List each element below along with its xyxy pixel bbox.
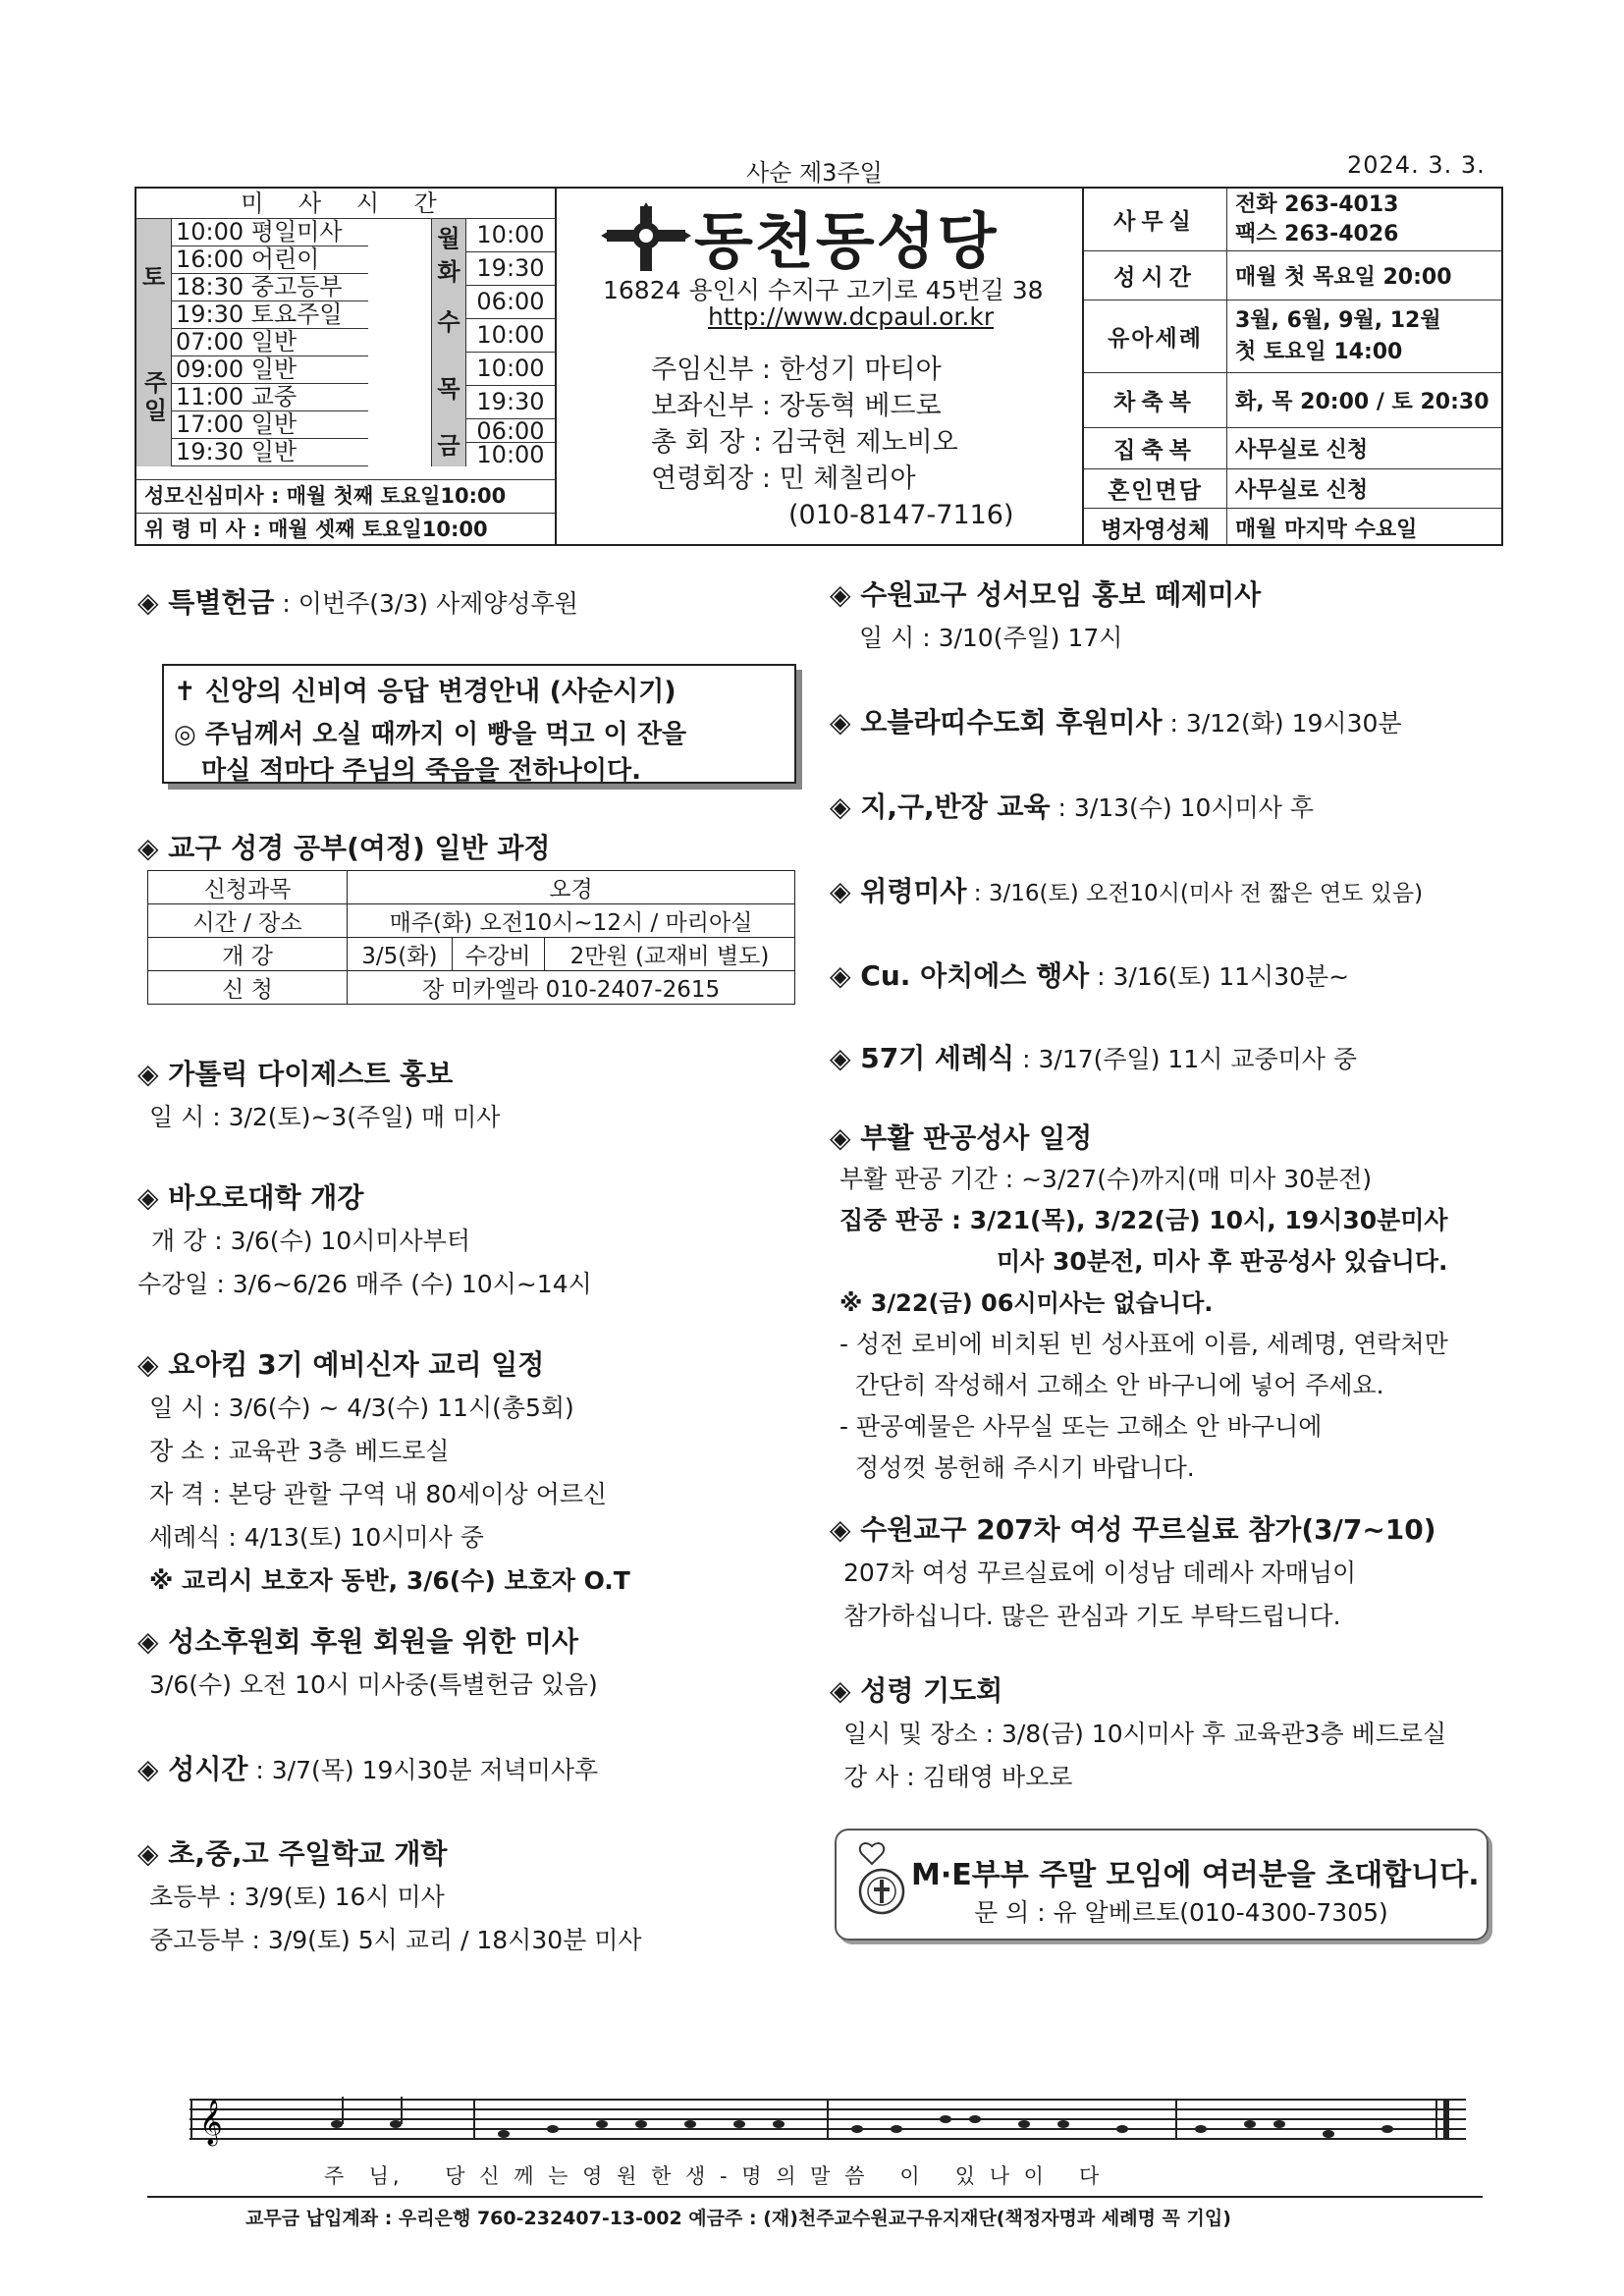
- section-detail: : 3/7(목) 19시30분 저녁미사후: [247, 1756, 599, 1784]
- office-row: [1084, 301, 1501, 373]
- bible-study-title: ◈ 교구 성경 공부(여정) 일반 과정: [137, 832, 551, 864]
- sick-communion-value: 매월 마지막 수요일: [1235, 517, 1418, 542]
- section-title: ◈ 성령 기도회: [830, 1674, 1003, 1707]
- cursillo-section: [830, 1508, 1436, 1638]
- weekday-label: 월: [431, 219, 466, 252]
- weekend-mass: 10:00 평일미사: [172, 219, 368, 246]
- section-line: 집중 판공 : 3/21(목), 3/22(금) 10시, 19시30분미사: [839, 1206, 1448, 1234]
- header-box: [135, 187, 1503, 546]
- weekend-mass: 19:30 일반: [172, 439, 368, 466]
- section-title: ◈ 요아킴 3기 예비신자 교리 일정: [137, 1348, 545, 1381]
- section-title: ◈ 수원교구 성서모임 홍보 떼제미사: [830, 578, 1262, 611]
- weekday-label: 목: [431, 353, 466, 419]
- paul-university-section: [137, 1176, 592, 1306]
- section-line: 자 격 : 본당 관할 구역 내 80세이상 어르신: [149, 1480, 608, 1508]
- section-line: 일시 및 장소 : 3/8(금) 10시미사 후 교육관3층 베드로실: [843, 1720, 1447, 1748]
- marian-mass-note: 성모신심미사 : 매월 첫째 토요일10:00: [136, 479, 555, 513]
- table-cell: 3/5(화): [348, 938, 453, 971]
- section-detail: : 3/12(화) 19시30분: [1162, 709, 1402, 738]
- section-title: ◈ 성소후원회 후원 회원을 위한 미사: [137, 1625, 578, 1658]
- weekend-mass: 11:00 교중: [172, 384, 368, 411]
- weekend-mass: 19:30 토요주일: [172, 301, 368, 329]
- office-value: [1235, 189, 1398, 250]
- table-cell: 수강비: [452, 938, 544, 971]
- table-cell: 신 청: [148, 971, 348, 1005]
- office-value: [1235, 251, 1452, 300]
- section-note: ※ 교리시 보호자 동반, 3/6(수) 보호자 O.T: [149, 1566, 630, 1595]
- catechumen-section: [137, 1343, 630, 1603]
- table-cell: 2만원 (교재비 별도): [544, 938, 794, 971]
- me-logo-icon: [854, 1840, 909, 1921]
- staff-council-president: 총 회 장 : 김국현 제노비오: [651, 427, 958, 458]
- section-title: ◈ Cu. 아치에스 행사: [830, 959, 1090, 992]
- svg-text:𝄞: 𝄞: [199, 2100, 223, 2145]
- weekday-label: 화: [431, 252, 466, 286]
- house-blessing-value: 사무실로 신청: [1235, 438, 1369, 463]
- section-title: ◈ 오블라띠수도회 후원미사: [830, 706, 1163, 738]
- baptism-section: [830, 1037, 1357, 1076]
- section-detail: : 3/16(토) 11시30분~: [1089, 962, 1350, 991]
- office-row: [1084, 469, 1501, 509]
- section-title: ◈ 57기 세례식: [830, 1042, 1015, 1074]
- office-row: [1084, 509, 1501, 546]
- liturgy-label: 사순 제3주일: [746, 159, 883, 187]
- bible-study-table: [147, 870, 795, 1005]
- office-row: [1084, 251, 1501, 301]
- section-title: ◈ 성시간: [137, 1753, 248, 1785]
- table-cell: 매주(화) 오전10시~12시 / 마리아실: [348, 904, 795, 938]
- weekend-mass: 16:00 어린이: [172, 246, 368, 274]
- special-offering: [137, 581, 578, 621]
- me-invitation-title: M·E부부 주말 모임에 여러분을 초대합니다.: [911, 1858, 1480, 1892]
- vocation-section: [137, 1620, 598, 1707]
- weekday-time: 10:00: [466, 353, 555, 386]
- section-title: ◈ 위령미사: [830, 875, 967, 907]
- office-label: 유아세례: [1084, 301, 1227, 372]
- prayer-meeting-section: [830, 1669, 1446, 1799]
- taize-section: [830, 574, 1261, 660]
- section-line: 참가하십니다. 많은 관심과 기도 부탁드립니다.: [843, 1602, 1341, 1630]
- section-title: ◈ 초,중,고 주일학교 개학: [137, 1837, 448, 1870]
- section-line: 부활 판공 기간 : ~3/27(수)까지(매 미사 30분전): [839, 1165, 1373, 1193]
- office-label: 병자영성체: [1084, 509, 1227, 546]
- weekend-mass: 07:00 일반: [172, 329, 368, 356]
- office-label: 사무실: [1084, 189, 1227, 250]
- section-detail: : 이번주(3/3) 사제양성후원: [274, 589, 578, 618]
- requiem-mass-note: 위 령 미 사 : 매월 셋째 토요일10:00: [136, 513, 555, 546]
- table-cell: 개 강: [148, 938, 348, 971]
- office-label: 차축복: [1084, 373, 1227, 427]
- district-leader-section: [830, 786, 1314, 825]
- section-title: ◈ 지,구,반장 교육: [830, 791, 1051, 823]
- office-label: 집축복: [1084, 428, 1227, 468]
- notice-line: 마실 적마다 주님의 죽음을 전하나이다.: [201, 756, 641, 786]
- requiem-section: [830, 870, 1423, 909]
- section-title: ◈ 특별헌금: [137, 586, 275, 619]
- weekend-mass: 09:00 일반: [172, 356, 368, 384]
- weekday-time: 19:30: [466, 386, 555, 419]
- church-logo-icon: [601, 202, 691, 279]
- table-cell: 장 미카엘라 010-2407-2615: [348, 971, 795, 1005]
- section-line: 수강일 : 3/6~6/26 매주 (수) 10시~14시: [137, 1270, 592, 1298]
- section-detail: : 3/17(주일) 11시 교중미사 중: [1014, 1045, 1358, 1073]
- office-value: [1235, 509, 1417, 546]
- sunday-school-section: [137, 1832, 642, 1962]
- office-value: [1235, 373, 1489, 427]
- mass-schedule-title: 미 사 시 간: [136, 189, 555, 219]
- holy-hour-section: [137, 1748, 598, 1787]
- section-line: 일 시 : 3/10(주일) 17시: [859, 624, 1123, 652]
- me-invitation-box: [835, 1829, 1489, 1941]
- section-line: - 성전 로비에 비치된 빈 성사표에 이름, 세례명, 연락처만: [839, 1330, 1448, 1358]
- section-line: ※ 3/22(금) 06시미사는 없습니다.: [839, 1289, 1214, 1317]
- office-value: [1235, 469, 1368, 508]
- office-value: [1235, 301, 1441, 372]
- office-phone: 전화 263-4013: [1235, 191, 1399, 217]
- digest-section: [137, 1053, 500, 1133]
- section-line: 간단히 작성해서 고해소 안 바구니에 넣어 주세요.: [855, 1371, 1384, 1399]
- bulletin-date: 2024. 3. 3.: [1347, 151, 1486, 179]
- holy-hour-value: 매월 첫 목요일 20:00: [1235, 265, 1452, 290]
- infant-baptism-months: 3월, 6월, 9월, 12월: [1235, 307, 1441, 333]
- office-row: [1084, 373, 1501, 428]
- weekday-time: 06:00: [466, 286, 555, 319]
- car-blessing-value: 화, 목 20:00 / 토 20:30: [1235, 390, 1489, 414]
- donation-account-note: 교무금 납입계좌 : 우리은행 760-232407-13-002 예금주 : (재)천주교수원교구유지재단(책정자명과 세례명 꼭 기입): [245, 2208, 1231, 2229]
- section-line: 개 강 : 3/6(수) 10시미사부터: [151, 1227, 470, 1255]
- me-contact: 문 의 : 유 알베르토(010-4300-7305): [974, 1898, 1388, 1927]
- office-info: [1082, 189, 1501, 544]
- mass-schedule: [136, 189, 557, 544]
- section-line: 정성껏 봉헌해 주시기 바랍니다.: [855, 1453, 1195, 1482]
- section-line: 장 소 : 교육관 3층 베드로실: [149, 1437, 450, 1465]
- section-line: 강 사 : 김태영 바오로: [843, 1763, 1073, 1791]
- office-row: [1084, 428, 1501, 469]
- sunday-label: 주일: [136, 329, 172, 466]
- office-fax: 팩스 263-4026: [1235, 221, 1399, 246]
- weekday-label: 금: [431, 419, 466, 466]
- notice-line: ◎ 주님께서 오실 때까지 이 빵을 먹고 이 잔을: [174, 720, 687, 749]
- office-value: [1235, 428, 1368, 468]
- section-line: 일 시 : 3/2(토)~3(주일) 매 미사: [149, 1103, 501, 1131]
- staff-phone: (010-8147-7116): [788, 500, 1014, 530]
- acclamation-notice-box: [162, 664, 796, 784]
- staff-pastor: 주임신부 : 한성기 마티아: [651, 355, 942, 385]
- staff-list: [651, 352, 1014, 533]
- church-name: 동천동성당: [694, 205, 999, 277]
- section-line: 207차 여성 꾸르실료에 이성남 데레사 자매님이: [843, 1558, 1357, 1587]
- section-title: ◈ 부활 판공성사 일정: [830, 1121, 1093, 1154]
- weekday-time: 10:00: [466, 319, 555, 353]
- section-title: ◈ 바오로대학 개강: [137, 1181, 364, 1214]
- office-label: 혼인면담: [1084, 469, 1227, 508]
- hymn-lyrics: 주 님, 당 신 께 는 영 원 한 생 - 명 의 말 씀 이 있 나 이 다: [324, 2164, 1104, 2188]
- table-cell: 오경: [348, 871, 795, 904]
- acies-section: [830, 955, 1349, 994]
- hymn-staff: [189, 2092, 1466, 2151]
- marriage-interview-value: 사무실로 신청: [1235, 478, 1369, 503]
- weekday-time: 10:00: [466, 219, 555, 252]
- notice-title: ✝ 신앙의 신비여 응답 변경안내 (사순시기): [174, 677, 677, 707]
- weekday-label: 수: [431, 286, 466, 353]
- office-label: 성시간: [1084, 251, 1227, 300]
- table-cell: 시간 / 장소: [148, 904, 348, 938]
- section-line: 초등부 : 3/9(토) 16시 미사: [149, 1883, 445, 1911]
- weekday-time: 10:00: [476, 441, 545, 468]
- weekend-mass: 18:30 중고등부: [172, 274, 368, 301]
- section-line: 미사 30분전, 미사 후 판공성사 있습니다.: [997, 1247, 1448, 1276]
- section-line: - 판공예물은 사무실 또는 고해소 안 바구니에: [839, 1412, 1323, 1441]
- weekday-time: 19:30: [466, 252, 555, 286]
- weekend-mass: 17:00 일반: [172, 411, 368, 439]
- saturday-label: 토: [136, 219, 172, 329]
- section-line: 일 시 : 3/6(수) ~ 4/3(수) 11시(총5회): [149, 1394, 574, 1422]
- footer-divider: [147, 2196, 1483, 2198]
- infant-baptism-time: 첫 토요일 14:00: [1235, 339, 1403, 364]
- church-url-link[interactable]: http://www.dcpaul.or.kr: [708, 302, 995, 331]
- section-line: 3/6(수) 오전 10시 미사중(특별헌금 있음): [149, 1670, 598, 1699]
- section-line: 중고등부 : 3/9(토) 5시 교리 / 18시30분 미사: [149, 1926, 642, 1954]
- section-line: 세례식 : 4/13(토) 10시미사 중: [149, 1523, 484, 1552]
- section-detail: : 3/13(수) 10시미사 후: [1050, 793, 1315, 822]
- section-title: ◈ 수원교구 207차 여성 꾸르실료 참가(3/7~10): [830, 1513, 1436, 1546]
- weekday-time: 06:00: [466, 419, 555, 443]
- church-address: 16824 용인시 수지구 고기로 45번길 38: [603, 276, 1044, 304]
- office-row: [1084, 189, 1501, 251]
- staff-funeral-president: 연령회장 : 민 체칠리아: [651, 464, 916, 494]
- section-title: ◈ 가톨릭 다이제스트 홍보: [137, 1058, 454, 1090]
- table-cell: 신청과목: [148, 871, 348, 904]
- section-detail: : 3/16(토) 오전10시(미사 전 짧은 연도 있음): [966, 881, 1424, 906]
- oblate-section: [830, 701, 1402, 740]
- staff-assistant: 보좌신부 : 장동혁 베드로: [651, 391, 942, 421]
- confession-section: [830, 1118, 1448, 1489]
